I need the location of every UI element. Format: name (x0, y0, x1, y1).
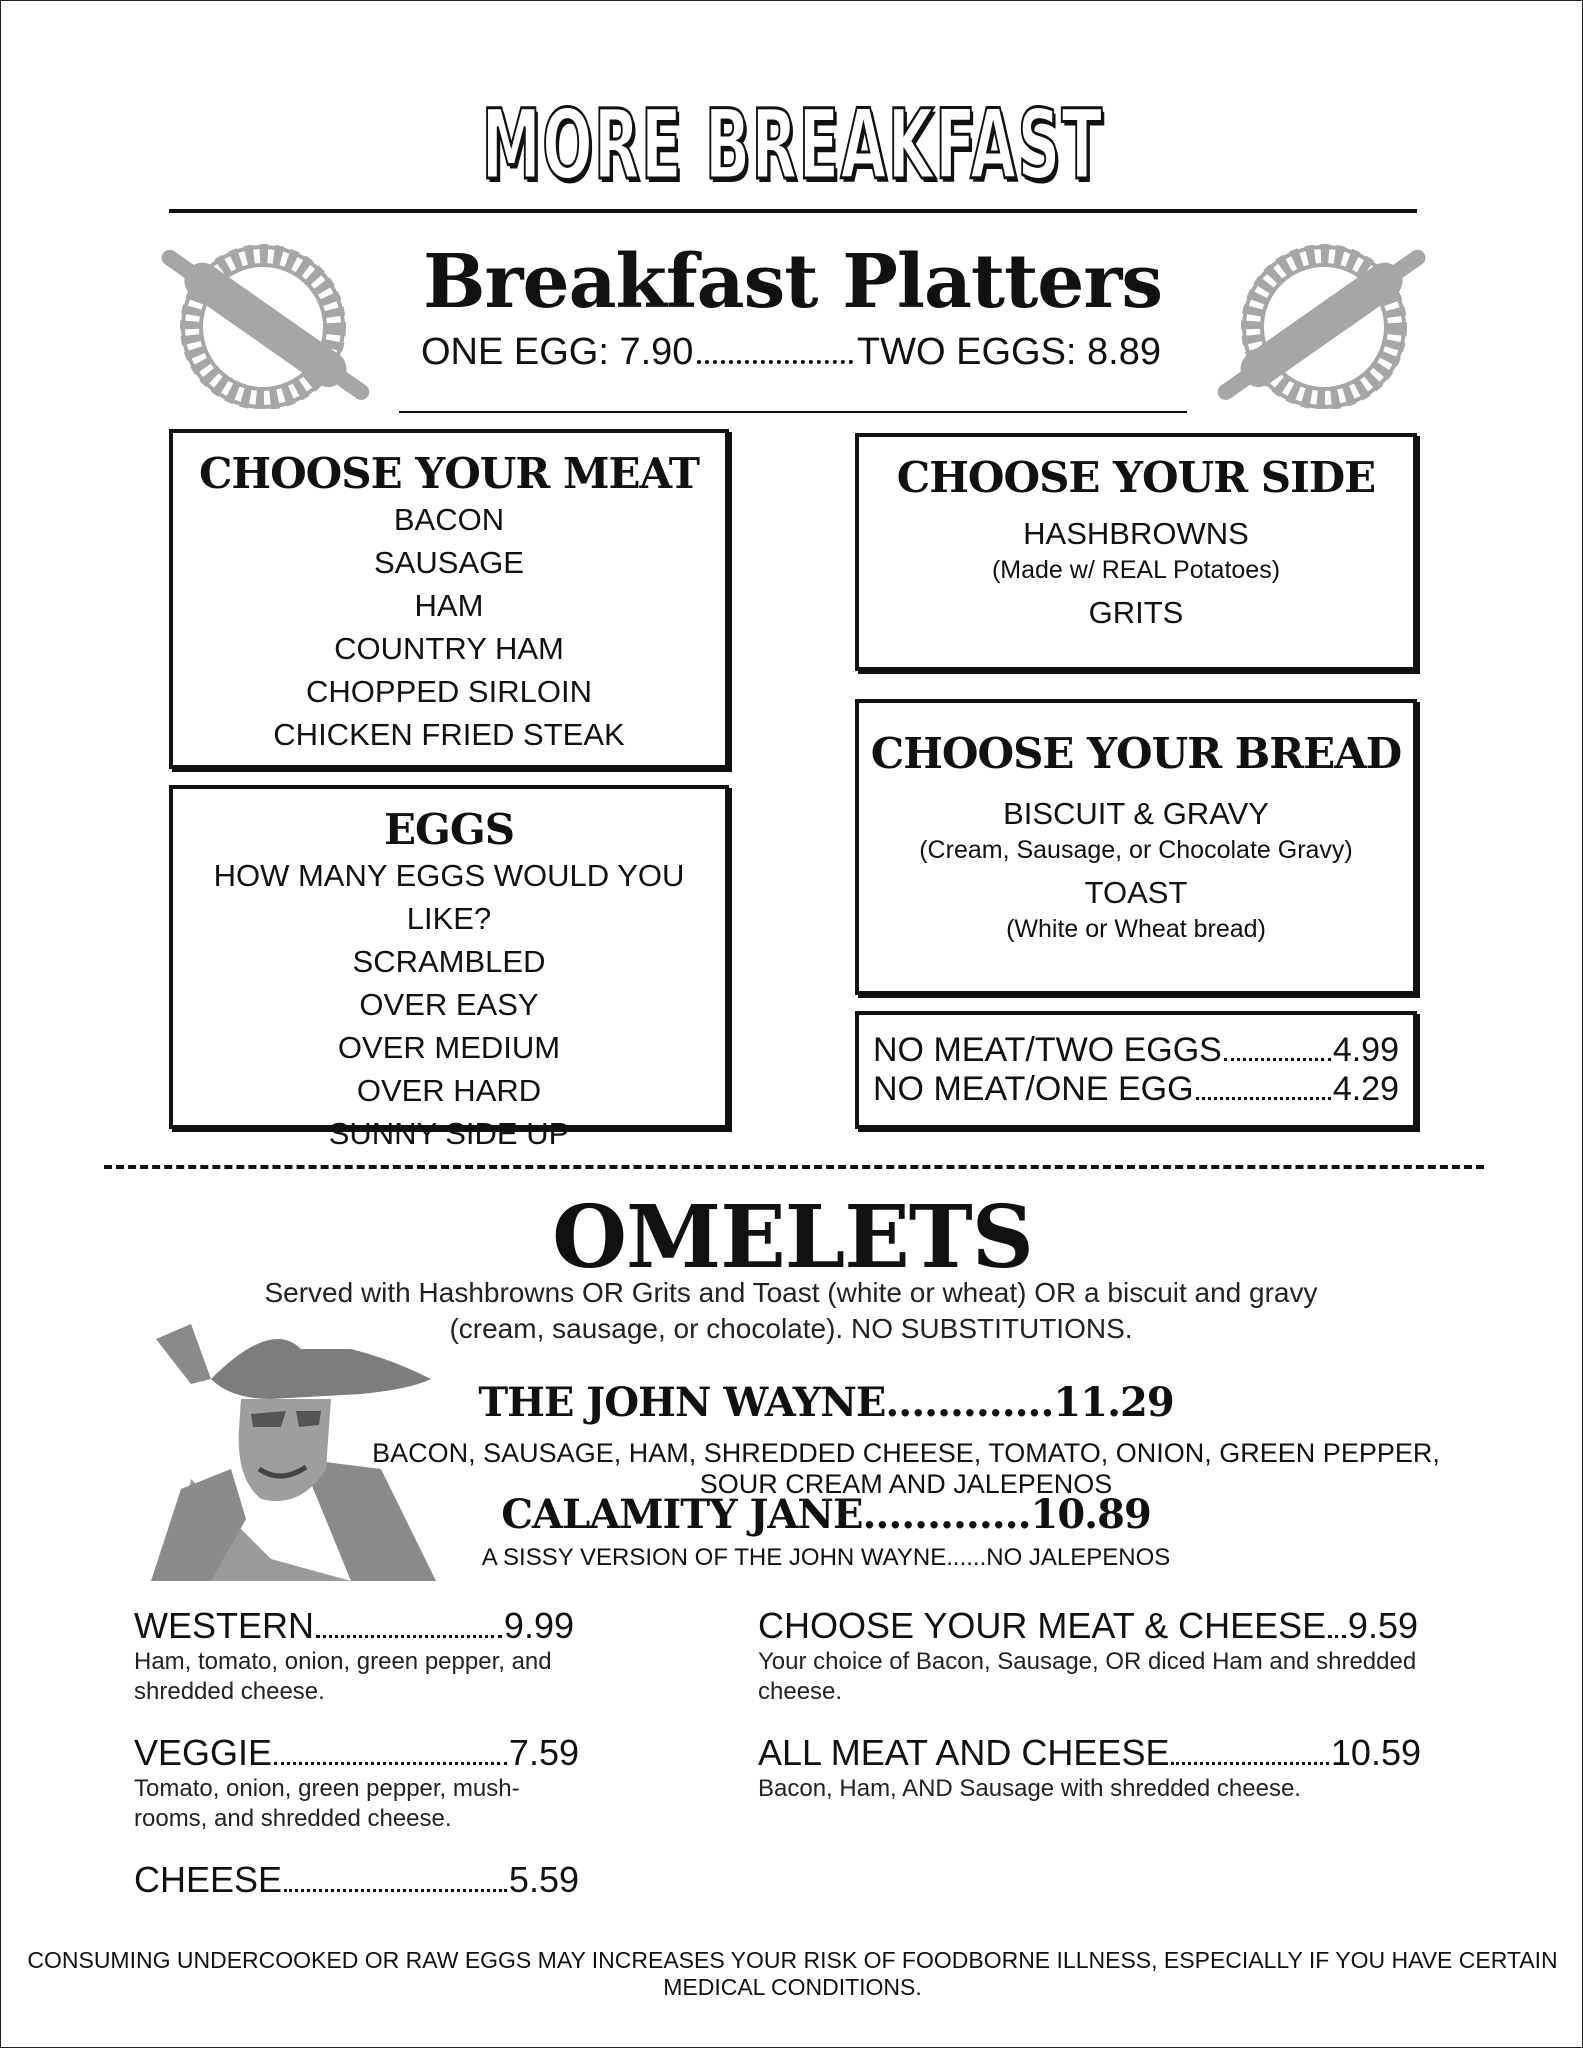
leader-dots (274, 1762, 507, 1765)
side-hashbrowns: HASHBROWNS (1023, 516, 1249, 551)
list-item: SAUSAGE (374, 545, 524, 580)
item-name: ALL MEAT AND CHEESE (758, 1732, 1170, 1773)
meat-heading: CHOOSE YOUR MEAT (198, 449, 700, 498)
page-title: MORE BREAKFAST (481, 89, 1104, 201)
list-item: CHOPPED SIRLOIN (306, 674, 592, 709)
no-meat-box (855, 1011, 1417, 1129)
item-row (134, 1732, 579, 1774)
john-wayne-desc: BACON, SAUSAGE, HAM, SHREDDED CHEESE, TOMATO, ONION, GREEN PEPPER, SOUR CREAM AND JALEPENOS (372, 1438, 1440, 1499)
meat-box (169, 429, 729, 769)
menu-item-all-meat (758, 1732, 1421, 1804)
item-name: VEGGIE (134, 1732, 273, 1773)
no-meat-one-row (859, 1070, 1413, 1109)
menu-item-veggie (134, 1732, 579, 1834)
bread-heading: CHOOSE YOUR BREAD (870, 729, 1402, 778)
item-desc: Ham, tomato, onion, green pepper, and shredded cheese. (134, 1648, 552, 1705)
no-meat-one-label: NO MEAT/ONE EGG (873, 1070, 1194, 1108)
item-price: 9.59 (1347, 1605, 1418, 1646)
side-hashbrowns-note: (Made w/ REAL Potatoes) (991, 556, 1281, 584)
served-line: Served with Hashbrowns OR Grits and Toast (white or wheat) OR a biscuit and gravy (264, 1277, 1318, 1308)
list-item: SUNNY SIDE UP (328, 1116, 570, 1151)
list-item: OVER HARD (356, 1073, 542, 1108)
leader-dots (697, 360, 852, 364)
bread-box (855, 699, 1417, 995)
item-name: CHEESE (134, 1859, 283, 1900)
calamity-jane-title: CALAMITY JANE.............10.89 (501, 1491, 1151, 1538)
list-item: OVER EASY (359, 987, 539, 1022)
list-item: CHICKEN FRIED STEAK (273, 717, 625, 752)
leader-dots (284, 1889, 507, 1892)
menu-item-meat-cheese (758, 1605, 1418, 1707)
leader-dots (1224, 1058, 1331, 1061)
leader-dots (1171, 1762, 1328, 1765)
eggs-box (169, 785, 729, 1151)
no-meat-two-row (859, 1031, 1413, 1070)
list-item: HAM (414, 588, 484, 623)
no-meat-two-price: 4.99 (1332, 1031, 1399, 1069)
john-wayne-block (361, 1379, 1451, 1500)
item-price: 7.59 (508, 1732, 579, 1773)
platter-prices (421, 331, 1161, 374)
no-meat-one-price: 4.29 (1332, 1070, 1399, 1108)
leader-dots (316, 1635, 502, 1638)
item-price: 9.99 (503, 1605, 574, 1646)
list-item: OVER MEDIUM (337, 1030, 561, 1065)
john-wayne-title: THE JOHN WAYNE.............11.29 (478, 1379, 1174, 1426)
list-item: SCRAMBLED (352, 944, 546, 979)
title-rule (169, 209, 1417, 213)
bread-biscuit-note: (Cream, Sausage, or Chocolate Gravy) (919, 836, 1353, 864)
item-row (134, 1859, 579, 1901)
disclaimer: CONSUMING UNDERCOOKED OR RAW EGGS MAY INCREASES YOUR RISK OF FOODBORNE ILLNESS, ESPECIALLY IF YOU HAVE CERTAIN MEDICAL CONDITIONS. (27, 1947, 1558, 2000)
two-eggs-price: TWO EGGS: 8.89 (856, 331, 1161, 373)
bread-toast: TOAST (1084, 875, 1188, 910)
one-egg-price: ONE EGG: 7.90 (421, 331, 694, 373)
platters-heading: Breakfast Platters (422, 239, 1163, 325)
calamity-jane-block (361, 1491, 1451, 1572)
bread-toast-note: (White or Wheat bread) (1006, 915, 1266, 943)
item-price: 5.59 (508, 1859, 579, 1900)
eggs-heading: EGGS (383, 805, 515, 854)
side-grits: GRITS (1088, 595, 1184, 630)
side-box (855, 433, 1417, 671)
side-heading: CHOOSE YOUR SIDE (896, 453, 1376, 502)
eggs-question: HOW MANY EGGS WOULD YOU LIKE? (213, 858, 685, 936)
item-row (134, 1605, 574, 1647)
item-row (758, 1605, 1418, 1647)
item-desc: Tomato, onion, green pepper, mush-rooms, and shredded cheese. (134, 1775, 520, 1832)
menu-item-cheese (134, 1859, 579, 1901)
item-row (758, 1732, 1421, 1774)
leader-dots (1196, 1097, 1331, 1100)
served-line: (cream, sausage, or chocolate). NO SUBSTITUTIONS. (449, 1313, 1133, 1344)
menu-item-western (134, 1605, 574, 1707)
no-meat-two-label: NO MEAT/TWO EGGS (873, 1031, 1222, 1069)
calamity-jane-desc: A SISSY VERSION OF THE JOHN WAYNE......NO JALEPENOS (481, 1544, 1171, 1571)
platters-rule (399, 411, 1187, 413)
item-price: 10.59 (1330, 1732, 1421, 1773)
item-desc: Your choice of Bacon, Sausage, OR diced Ham and shredded cheese. (758, 1648, 1417, 1705)
bread-biscuit: BISCUIT & GRAVY (1003, 796, 1269, 831)
omelets-heading: OMELETS (552, 1187, 1033, 1288)
list-item: BACON (393, 502, 505, 537)
leader-dots (1328, 1635, 1346, 1638)
item-name: WESTERN (134, 1605, 314, 1646)
list-item: COUNTRY HAM (334, 631, 564, 666)
section-divider (104, 1165, 1484, 1169)
item-desc: Bacon, Ham, AND Sausage with shredded cheese. (758, 1775, 1301, 1802)
item-name: CHOOSE YOUR MEAT & CHEESE (758, 1605, 1327, 1646)
